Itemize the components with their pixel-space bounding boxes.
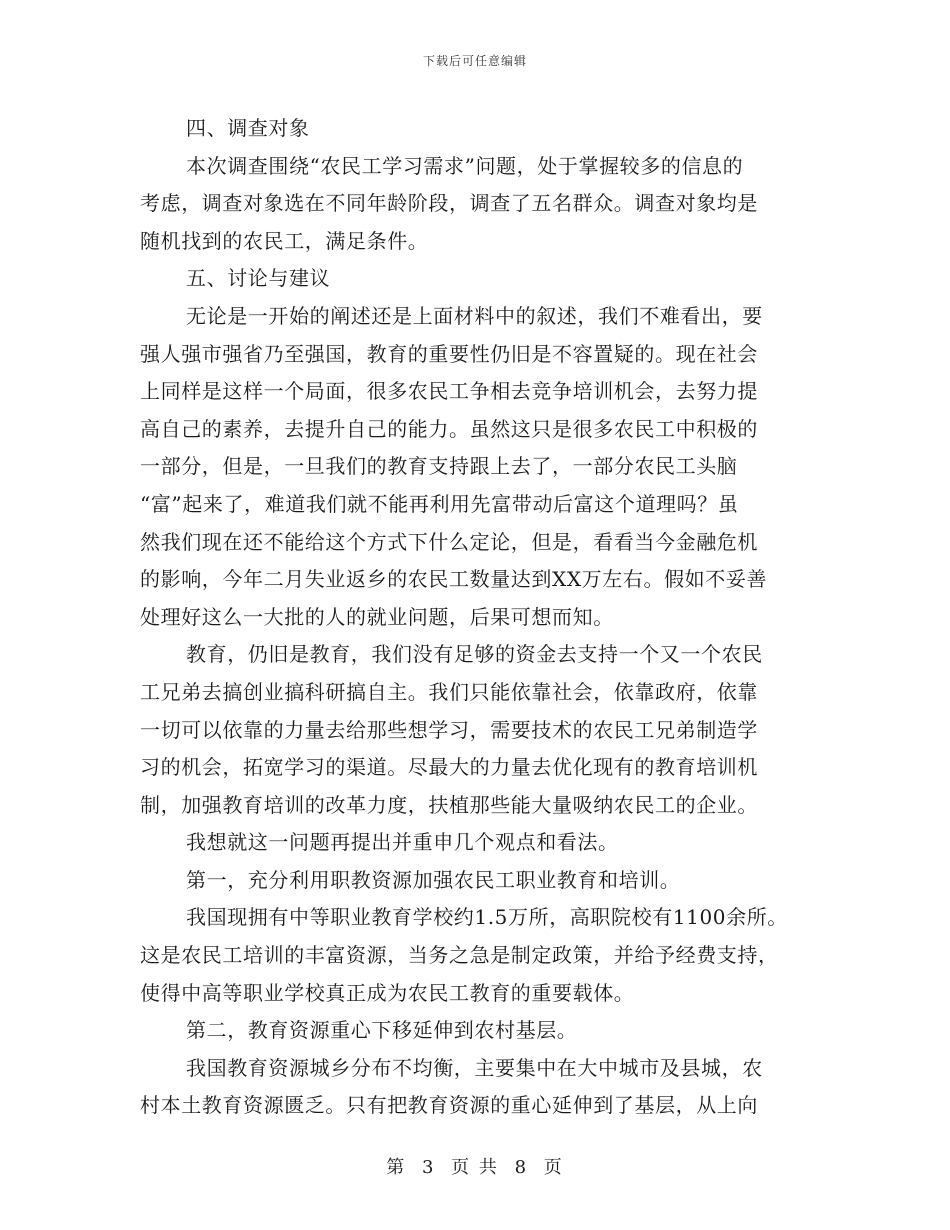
footer-middle: 页 共	[451, 1157, 499, 1178]
paragraph	[140, 1050, 800, 1125]
text-line: 然我们现在还不能给这个方式下什么定论，但是，看看当今金融危机	[140, 529, 758, 554]
text-line: 村本土教育资源匮乏。只有把教育资源的重心延伸到了基层，从上向	[140, 1093, 758, 1118]
text-line: 处理好这么一大批的人的就业问题，后果可想而知。	[140, 604, 614, 629]
text-line: 高自己的素养，去提升自己的能力。虽然这只是很多农民工中积极的	[140, 416, 758, 441]
text-line: 上同样是这样一个局面，很多农民工争相去竞争培训机会，去努力提	[140, 379, 758, 404]
text-line: 我国教育资源城乡分布不均衡，主要集中在大中城市及县城，农	[186, 1055, 763, 1080]
text-line: 第二，教育资源重心下移延伸到农村基层。	[186, 1018, 578, 1043]
footer-suffix: 页	[543, 1157, 564, 1178]
page-header: 下载后可任意编辑	[422, 54, 527, 68]
footer-prefix: 第	[386, 1157, 407, 1178]
footer-total-pages: 8	[514, 1157, 529, 1178]
paragraph	[140, 1012, 800, 1050]
text-line: 教育，仍旧是教育，我们没有足够的资金去支持一个又一个农民	[186, 642, 763, 667]
paragraph	[140, 110, 800, 148]
paragraph	[140, 899, 800, 1012]
paragraph	[140, 298, 800, 636]
paragraph	[140, 260, 800, 298]
text-line: 五、讨论与建议	[186, 266, 331, 291]
text-line: 习的机会，拓宽学习的渠道。尽最大的力量去优化现有的教育培训机	[140, 755, 758, 780]
text-line: “富”起来了，难道我们就不能再利用先富带动后富这个道理吗？虽	[140, 491, 739, 516]
paragraph	[140, 636, 800, 824]
page-footer	[0, 1153, 950, 1179]
text-line: 使得中高等职业学校真正成为农民工教育的重要载体。	[140, 980, 635, 1005]
text-line: 工兄弟去搞创业搞科研搞自主。我们只能依靠社会，依靠政府，依靠	[140, 679, 758, 704]
text-line: 四、调查对象	[186, 116, 310, 140]
text-line: 本次调查围绕“农民工学习需求”问题，处于掌握较多的信息的	[186, 153, 744, 178]
text-line: 我国现拥有中等职业教育学校约1.5万所，高职院校有1100余所。	[186, 905, 788, 930]
paragraph	[140, 862, 800, 900]
document-body	[140, 110, 800, 1125]
text-line: 这是农民工培训的丰富资源，当务之急是制定政策，并给予经费支持，	[140, 943, 779, 968]
text-line: 考虑，调查对象选在不同年龄阶段，调查了五名群众。调查对象均是	[140, 191, 758, 216]
text-line: 强人强市强省乃至强国，教育的重要性仍旧是不容置疑的。现在社会	[140, 341, 758, 366]
text-line: 第一，充分利用职教资源加强农民工职业教育和培训。	[186, 867, 681, 892]
paragraph	[140, 824, 800, 862]
paragraph	[140, 148, 800, 261]
text-line: 我想就这一问题再提出并重申几个观点和看法。	[186, 830, 619, 855]
text-line: 一部分，但是，一旦我们的教育支持跟上去了，一部分农民工头脑	[140, 454, 738, 479]
footer-page-number: 3	[421, 1157, 436, 1178]
text-line: 的影响，今年二月失业返乡的农民工数量达到XX万左右。假如不妥善	[140, 567, 768, 592]
text-line: 无论是一开始的阐述还是上面材料中的叙述，我们不难看出，要	[186, 303, 763, 328]
text-line: 制，加强教育培训的改革力度，扶植那些能大量吸纳农民工的企业。	[140, 792, 758, 817]
text-line: 一切可以依靠的力量去给那些想学习，需要技术的农民工兄弟制造学	[140, 717, 758, 742]
text-line: 随机找到的农民工，满足条件。	[140, 228, 429, 253]
